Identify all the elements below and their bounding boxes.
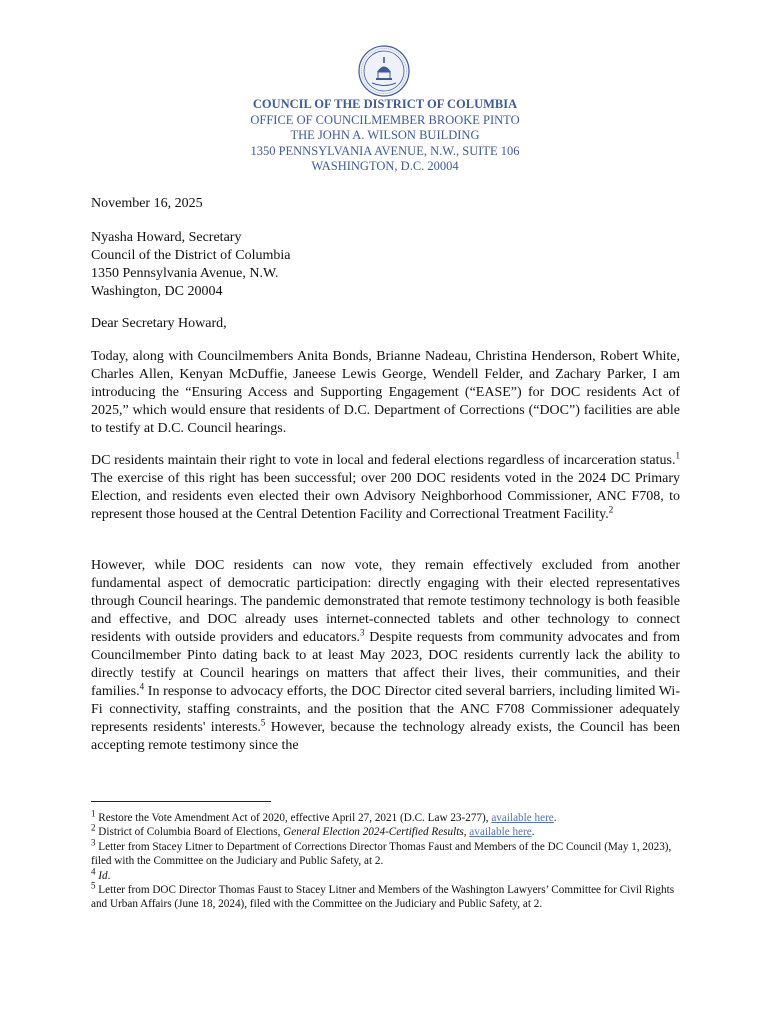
footnote-3-number: 3: [91, 837, 96, 848]
footnote-divider: [91, 801, 271, 802]
footnote-1-link[interactable]: available here: [491, 812, 554, 824]
addressee-street: 1350 Pennsylvania Avenue, N.W.: [91, 266, 279, 281]
footnote-2-mid: ,: [463, 826, 470, 839]
letterhead-office: OFFICE OF COUNCILMEMBER BROOKE PINTO: [250, 112, 520, 127]
letterhead-city: WASHINGTON, D.C. 20004: [311, 159, 459, 174]
footnote-4-end: .: [107, 869, 111, 882]
footnote-5-number: 5: [91, 880, 96, 891]
footnote-4-id: Id: [98, 869, 108, 882]
footnote-5-text: Letter from DOC Director Thomas Faust to Stacey Litner and Members of the Washington Lawyers’ Committee for Civil Rights and Urban Affairs (June 18, 2024), filed with the Committee on the Judiciary and Public Safety, at 2.: [91, 884, 675, 911]
footnote-2-number: 2: [91, 822, 96, 833]
footnote-2: [91, 822, 680, 839]
p2-text-a: DC residents maintain their right to vote in local and federal elections regardless of incarceration status.: [91, 453, 676, 468]
footnote-2-end: .: [531, 826, 535, 839]
p3-text-c: In response to advocacy efforts, the DOC Director cited several barriers, including limited Wi-Fi connectivity, staffing constraints, and the position that the ANC F708 Commissioner adequately represents residents' interests.: [91, 684, 680, 735]
p3-text-d: However, because the technology already exists, the Council has been accepting remote testimony since the: [91, 720, 680, 753]
footnote-4-number: 4: [91, 865, 96, 876]
footnote-3: [91, 837, 680, 869]
footnote-ref-3[interactable]: 3: [360, 627, 365, 638]
addressee-org: Council of the District of Columbia: [91, 248, 291, 263]
footnote-1-text: Restore the Vote Amendment Act of 2020, effective April 27, 2021 (D.C. Law 23-277),: [95, 812, 492, 824]
letter-date: November 16, 2025: [91, 196, 203, 211]
letterhead-council: COUNCIL OF THE DISTRICT OF COLUMBIA: [252, 97, 518, 111]
footnote-1: [91, 808, 680, 825]
footnote-2-link[interactable]: available here: [469, 826, 532, 839]
footnote-1-number: 1: [91, 808, 96, 819]
salutation: Dear Secretary Howard,: [91, 316, 227, 331]
footnote-ref-4[interactable]: 4: [139, 681, 145, 692]
addressee-block: [91, 229, 290, 301]
footnote-1-end: .: [553, 812, 557, 824]
addressee-name: Nyasha Howard, Secretary: [91, 230, 242, 245]
footnotes: [91, 808, 680, 912]
footnote-3-text: Letter from Stacey Litner to Department of Corrections Director Thomas Faust and Members of the DC Council (May 1, 2023), filed with the Committee on the Judiciary and Public Safety, at 2.: [91, 840, 672, 868]
footnote-4: [91, 865, 680, 883]
footnote-ref-5[interactable]: 5: [260, 717, 266, 728]
dc-council-seal-icon: [358, 45, 410, 97]
body-paragraph-1: Today, along with Councilmembers Anita Bonds, Brianne Nadeau, Christina Henderson, Robert White, Charles Allen, Kenyan McDuffie, Janeese Lewis George, Wendell Felder, and Zachary Parker, I am introducing the “Ensuring Access and Supporting Engagement (“EASE”) for DOC residents Act of 2025,” which would ensure that residents of D.C. Department of Corrections (“DOC”) facilities are able to testify at D.C. Council hearings.: [91, 349, 680, 436]
footnote-ref-2[interactable]: 2: [608, 504, 614, 515]
letterhead-building: THE JOHN A. WILSON BUILDING: [290, 128, 480, 143]
p3-text-b: Despite requests from community advocates and from Councilmember Pinto dating back to at least May 2023, DOC residents currently lack the ability to directly testify at Council hearings on matters that affect their lives, their communities, and their families.: [91, 630, 681, 699]
footnote-2-title: General Election 2024-Certified Results: [283, 826, 464, 839]
footnote-5: [91, 880, 680, 912]
letterhead: [90, 97, 680, 175]
footnote-ref-1[interactable]: 1: [675, 450, 680, 461]
p3-text-a: However, while DOC residents can now vote, they remain effectively excluded from another fundamental aspect of democratic participation: directly engaging with their elected representatives through Council hearings. The pandemic demonstrated that remote testimony technology is both feasible and effective, and DOC already uses internet-connected tablets and other technology to connect residents with outside providers and educators.: [91, 558, 680, 645]
p2-text-b: The exercise of this right has been successful; over 200 DOC residents voted in the 2024 DC Primary Election, and residents even elected their own Advisory Neighborhood Commissioner, ANC F708, to represent those housed at the Central Detention Facility and Correctional Treatment Facility.: [91, 471, 680, 522]
footnote-2-text: District of Columbia Board of Elections,: [95, 826, 284, 839]
letterhead-street: 1350 PENNSYLVANIA AVENUE, N.W., SUITE 106: [250, 143, 520, 158]
body-paragraph-2: [91, 452, 680, 524]
body-paragraph-3: [91, 557, 680, 755]
addressee-city: Washington, DC 20004: [91, 284, 223, 299]
